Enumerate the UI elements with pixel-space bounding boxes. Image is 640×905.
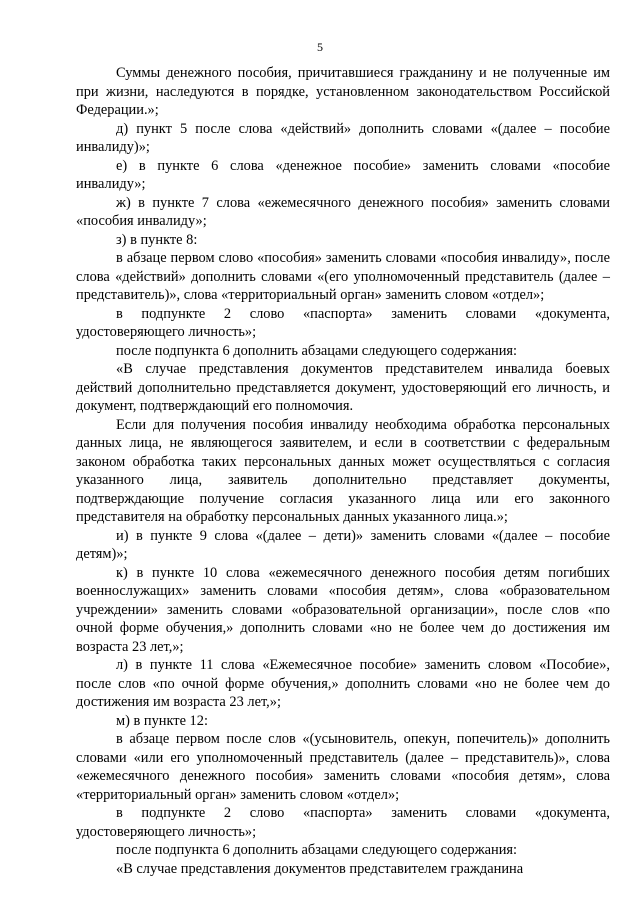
paragraph: Если для получения пособия инвалиду необходима обработка персональных данных лица, не являющегося заявителем, и если в соответствии с федеральным законом обработка таких персональных данных может осуществляться с согласия указанного лица, заявитель дополнительно представляет документы, подтверждающие получение согласия указанного лица или его законного представителя на обработку персональных данных указанного лица.»; xyxy=(76,416,610,525)
paragraph: в абзаце первом слово «пособия» заменить словами «пособия инвалиду», после слова «действий» дополнить словами «(его уполномоченный представитель (далее – представитель)», слова «территориальный орган» заменить словом «отдел»; xyxy=(76,250,610,303)
paragraph: л) в пункте 11 слова «Ежемесячное пособие» заменить словом «Пособие», после слов «по очной форме обучения,» дополнить словами «но не более чем до достижения им возраста 23 лет,»; xyxy=(76,657,610,710)
paragraph: в подпункте 2 слово «паспорта» заменить словами «документа, удостоверяющего личность»; xyxy=(76,805,610,840)
paragraph: з) в пункте 8: xyxy=(116,231,198,248)
paragraph: ж) в пункте 7 слова «ежемесячного денежного пособия» заменить словами «пособия инвалиду»; xyxy=(76,194,610,229)
paragraph: д) пункт 5 после слова «действий» дополнить словами «(далее – пособие инвалиду)»; xyxy=(76,120,610,155)
paragraph: и) в пункте 9 слова «(далее – дети)» заменить словами «(далее – пособие детям)»; xyxy=(76,527,610,562)
paragraph: в абзаце первом после слов «(усыновитель, опекун, попечитель)» дополнить словами «или его уполномоченный представитель (далее – представитель)», слова «ежемесячного денежного пособия» заменить словами «пособия детям», слова «территориальный орган» заменить словом «отдел»; xyxy=(76,731,610,803)
paragraph: «В случае представления документов представителем инвалида боевых действий дополнительно представляется документ, удостоверяющий его личность, и документ, подтверждающий его полномочия. xyxy=(76,361,610,414)
document-body xyxy=(76,64,610,878)
paragraph: Суммы денежного пособия, причитавшиеся гражданину и не полученные им при жизни, наследуются в порядке, установленном законодательством Российской Федерации.»; xyxy=(76,65,610,118)
paragraph: м) в пункте 12: xyxy=(116,712,208,729)
paragraph: после подпункта 6 дополнить абзацами следующего содержания: xyxy=(116,342,518,359)
paragraph: «В случае представления документов представителем гражданина xyxy=(116,860,524,877)
paragraph: к) в пункте 10 слова «ежемесячного денежного пособия детям погибших военнослужащих» заменить словами «пособия детям», слова «образовательном учреждении» заменить словами «образовательной организации», после слов «по очной форме обучения,» дополнить словами «но не более чем до достижения им возраста 23 лет,»; xyxy=(76,564,610,655)
page-number: 5 xyxy=(317,40,323,54)
paragraph: после подпункта 6 дополнить абзацами следующего содержания: xyxy=(116,842,518,858)
paragraph: в подпункте 2 слово «паспорта» заменить словами «документа, удостоверяющего личность»; xyxy=(76,305,610,340)
paragraph: е) в пункте 6 слова «денежное пособие» заменить словами «пособие инвалиду»; xyxy=(76,157,610,192)
